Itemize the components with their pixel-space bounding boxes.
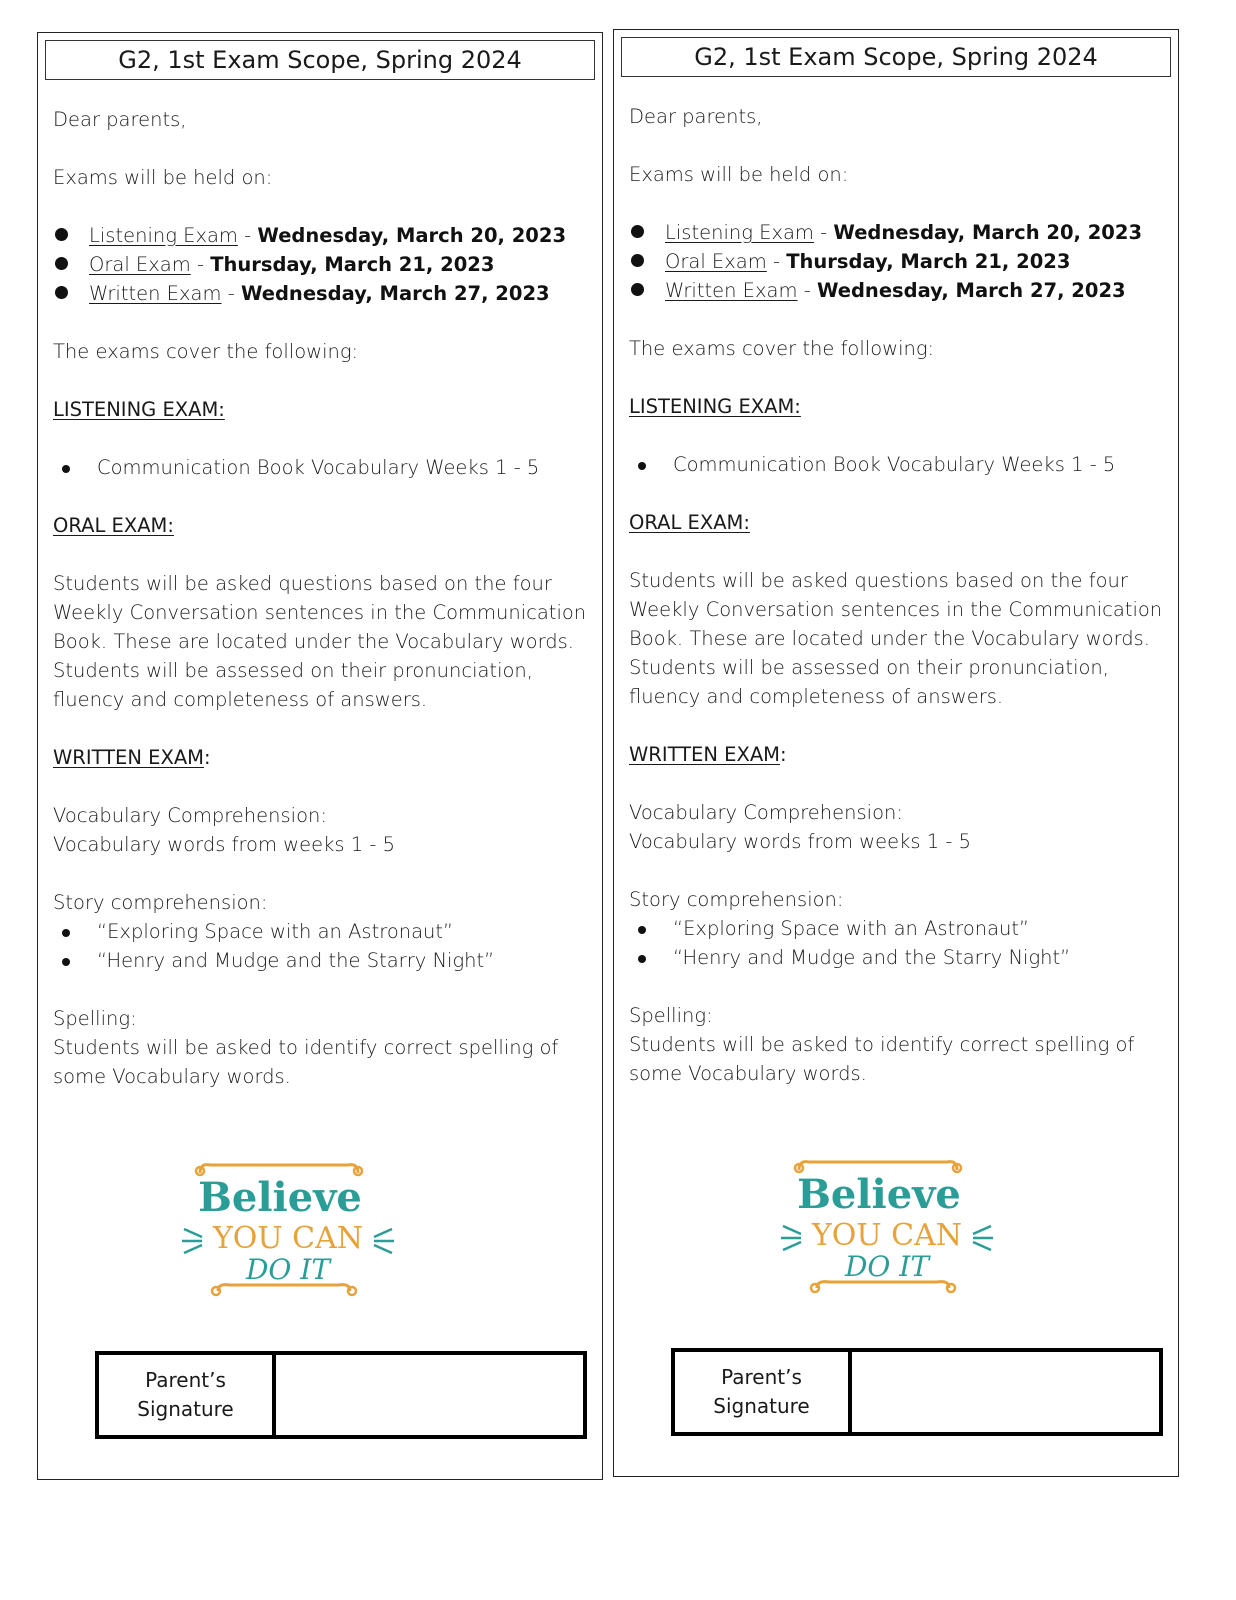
signature-label: Parent’s Signature: [675, 1352, 852, 1432]
story-title: Story comprehension:: [53, 891, 268, 914]
bullet-icon: [55, 286, 68, 299]
schedule-item-listening: Listening Exam - Wednesday, March 20, 2023: [53, 221, 587, 250]
schedule-intro: Exams will be held on:: [629, 163, 849, 186]
schedule-intro: Exams will be held on:: [53, 166, 273, 189]
oral-line: Students will be asked questions based on the four: [629, 569, 1128, 592]
listening-list: [53, 453, 587, 482]
schedule-item-written: Written Exam - Wednesday, March 27, 2023: [53, 279, 587, 308]
bullet-icon: [631, 254, 644, 267]
greeting: Dear parents,: [53, 108, 187, 131]
spelling-title: Spelling:: [53, 1007, 137, 1030]
list-item: Communication Book Vocabulary Weeks 1 - 5: [629, 450, 1163, 479]
oral-line: Book. These are located under the Vocabulary words.: [53, 630, 574, 653]
signature-label: Parent’s Signature: [99, 1355, 276, 1435]
slip-content: [629, 102, 1163, 1088]
schedule-item-listening: Listening Exam - Wednesday, March 20, 2023: [629, 218, 1163, 247]
signature-field[interactable]: [276, 1355, 583, 1435]
oral-heading: ORAL EXAM:: [53, 514, 174, 537]
oral-heading: ORAL EXAM:: [629, 511, 750, 534]
slip-content: [53, 105, 587, 1091]
signature-field[interactable]: [852, 1352, 1159, 1432]
exam-schedule-list: [53, 221, 587, 308]
spelling-title: Spelling:: [629, 1004, 713, 1027]
bullet-icon: [638, 462, 646, 470]
bullet-icon: [631, 225, 644, 238]
written-heading: WRITTEN EXAM:: [629, 743, 787, 766]
listening-heading: LISTENING EXAM:: [53, 398, 225, 421]
listening-heading: LISTENING EXAM:: [629, 395, 801, 418]
exam-scope-slip-right: [613, 29, 1179, 1477]
svg-text:DO IT: DO IT: [844, 1250, 930, 1283]
slip-title: G2, 1st Exam Scope, Spring 2024: [621, 37, 1171, 77]
list-item: “Exploring Space with an Astronaut”: [53, 917, 587, 946]
schedule-item-oral: Oral Exam - Thursday, March 21, 2023: [53, 250, 587, 279]
oral-line: Weekly Conversation sentences in the Communication: [629, 598, 1163, 621]
spelling-line: Students will be asked to identify correct spelling of: [629, 1033, 1135, 1056]
greeting: Dear parents,: [629, 105, 763, 128]
bullet-icon: [55, 257, 68, 270]
story-list: [53, 917, 587, 975]
parent-signature-table: [95, 1351, 587, 1439]
list-item: “Exploring Space with an Astronaut”: [629, 914, 1163, 943]
vocab-text: Vocabulary words from weeks 1 - 5: [629, 830, 971, 853]
listening-list: [629, 450, 1163, 479]
believe-you-can-logo: [178, 1151, 398, 1301]
bullet-icon: [62, 465, 70, 473]
svg-text:YOU CAN: YOU CAN: [212, 1221, 364, 1256]
schedule-item-oral: Oral Exam - Thursday, March 21, 2023: [629, 247, 1163, 276]
cover-intro: The exams cover the following:: [53, 340, 359, 363]
oral-line: Book. These are located under the Vocabulary words.: [629, 627, 1150, 650]
svg-text:YOU CAN: YOU CAN: [811, 1218, 963, 1253]
list-item: “Henry and Mudge and the Starry Night”: [53, 946, 587, 975]
oral-line: Weekly Conversation sentences in the Communication: [53, 601, 587, 624]
oral-line: Students will be asked questions based on the four: [53, 572, 552, 595]
oral-line: Students will be assessed on their pronunciation,: [629, 656, 1109, 679]
bullet-icon: [62, 958, 70, 966]
spelling-line: some Vocabulary words.: [629, 1062, 867, 1085]
svg-text:Believe: Believe: [198, 1174, 362, 1221]
vocab-title: Vocabulary Comprehension:: [53, 804, 327, 827]
oral-line: fluency and completeness of answers.: [53, 688, 428, 711]
written-heading: WRITTEN EXAM:: [53, 746, 211, 769]
story-title: Story comprehension:: [629, 888, 844, 911]
svg-text:Believe: Believe: [797, 1171, 961, 1218]
story-list: [629, 914, 1163, 972]
vocab-title: Vocabulary Comprehension:: [629, 801, 903, 824]
vocab-text: Vocabulary words from weeks 1 - 5: [53, 833, 395, 856]
exam-scope-slip-left: [37, 32, 603, 1480]
bullet-icon: [638, 926, 646, 934]
bullet-icon: [638, 955, 646, 963]
spelling-line: some Vocabulary words.: [53, 1065, 291, 1088]
schedule-item-written: Written Exam - Wednesday, March 27, 2023: [629, 276, 1163, 305]
parent-signature-table: [671, 1348, 1163, 1436]
slip-title: G2, 1st Exam Scope, Spring 2024: [45, 40, 595, 80]
bullet-icon: [55, 228, 68, 241]
spelling-line: Students will be asked to identify correct spelling of: [53, 1036, 559, 1059]
oral-line: Students will be assessed on their pronunciation,: [53, 659, 533, 682]
list-item: “Henry and Mudge and the Starry Night”: [629, 943, 1163, 972]
believe-you-can-logo: [777, 1148, 997, 1298]
exam-schedule-list: [629, 218, 1163, 305]
oral-line: fluency and completeness of answers.: [629, 685, 1004, 708]
bullet-icon: [62, 929, 70, 937]
svg-text:DO IT: DO IT: [245, 1253, 331, 1286]
cover-intro: The exams cover the following:: [629, 337, 935, 360]
bullet-icon: [631, 283, 644, 296]
list-item: Communication Book Vocabulary Weeks 1 - 5: [53, 453, 587, 482]
